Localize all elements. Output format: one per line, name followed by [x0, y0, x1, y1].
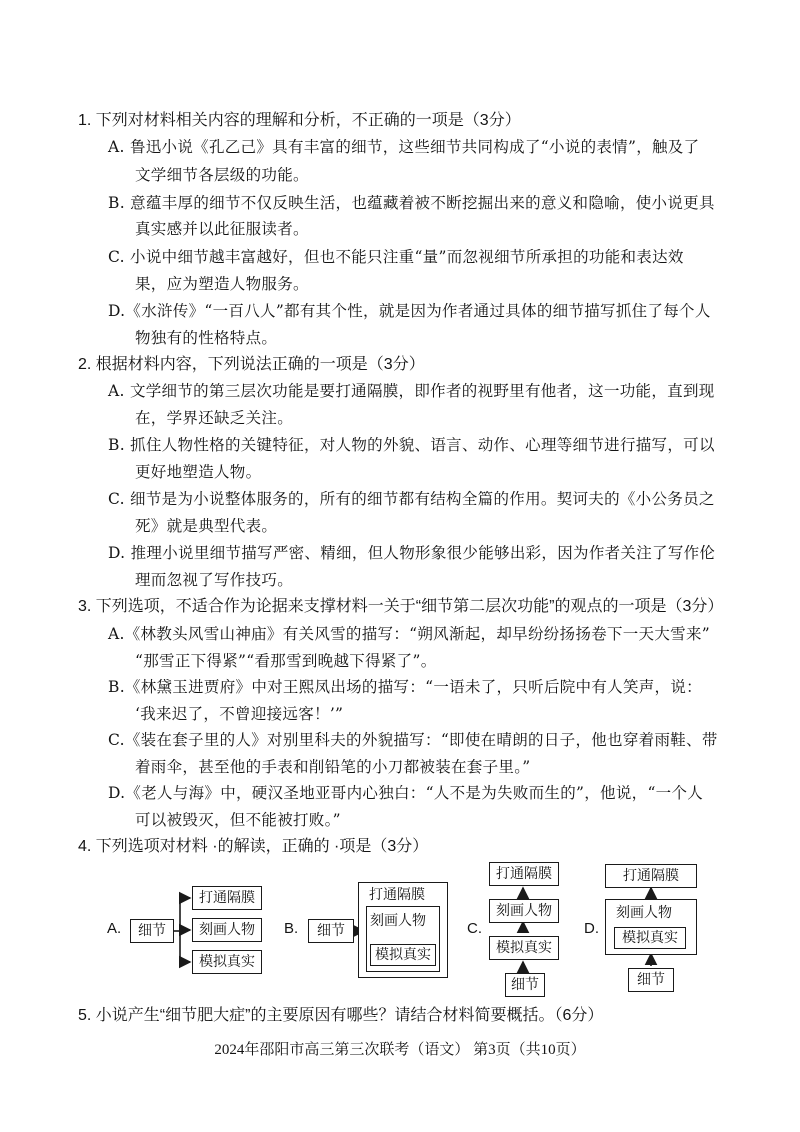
diagram-c-break-node: 打通隔膜	[489, 862, 559, 886]
q3-option-b-line2: ‘我来迟了，不曾迎接远客！’”	[135, 705, 344, 723]
diagram-a-portray-node: 刻画人物	[192, 918, 262, 942]
q2-stem: 2. 根据材料内容，下列说法正确的一项是（3分）	[78, 356, 425, 373]
q1-stem: 1. 下列对材料相关内容的理解和分析，不正确的一项是（3分）	[78, 112, 521, 129]
q1-option-c-line1: C. 小说中细节越丰富越好，但也不能只注重“量”而忽视细节所承担的功能和表达效	[108, 248, 684, 266]
q3-option-d-line2: 可以被毁灭，但不能被打败。”	[135, 811, 341, 829]
q2-option-a-line2: 在，学界还缺乏关注。	[135, 409, 294, 427]
q5-stem: 5. 小说产生“细节肥大症”的主要原因有哪些？请结合材料简要概括。（6分）	[78, 1007, 604, 1024]
q1-option-b-line1: B. 意蕴丰厚的细节不仅反映生活，也蕴藏着被不断挖掘出来的意义和隐喻，使小说更具	[108, 194, 715, 212]
diagram-d-simulate-node: 模拟真实	[614, 927, 686, 949]
q3-option-c-line2: 着雨伞，甚至他的手表和削铅笔的小刀都被装在套子里。”	[135, 758, 531, 776]
diagram-d-detail-node: 细节	[628, 968, 674, 992]
diagram-c-portray-node: 刻画人物	[489, 899, 559, 923]
q3-option-c-line1: C.《装在套子里的人》对别里科夫的外貌描写：“即使在晴朗的日子，他也穿着雨鞋、带	[108, 731, 718, 749]
q2-option-d-line1: D. 推理小说里细节描写严密、精细，但人物形象很少能够出彩，因为作者关注了写作伦	[108, 544, 716, 562]
q3-stem: 3. 下列选项，不适合作为论据来支撑材料一关于“细节第二层次功能”的观点的一项是（3分）	[78, 598, 724, 615]
diagram-a-break-node: 打通隔膜	[192, 886, 262, 910]
diagram-d-portray-label: 刻画人物	[616, 905, 672, 921]
diagram-b-simulate-node: 模拟真实	[370, 944, 436, 966]
q1-option-c-line2: 果，应为塑造人物服务。	[135, 275, 309, 293]
q2-option-b-line1: B. 抓住人物性格的关键特征，对人物的外貌、语言、动作、心理等细节进行描写，可以	[108, 436, 715, 454]
diagram-b-detail-node: 细节	[308, 919, 354, 943]
q4-stem: 4. 下列选项对材料 ·的解读，正确的 ·项是（3分）	[78, 838, 429, 855]
q3-option-a-line2: “那雪正下得紧”“看那雪到晚越下得紧了”。	[135, 652, 437, 670]
diagram-c-detail-node: 细节	[505, 973, 545, 997]
q2-option-c-line1: C. 细节是为小说整体服务的，所有的细节都有结构全篇的作用。契诃夫的《小公务员之	[108, 490, 715, 508]
q4-option-a-label: A.	[107, 920, 122, 937]
diagram-b-portray-label: 刻画人物	[370, 913, 426, 929]
diagram-c-simulate-node: 模拟真实	[489, 936, 559, 960]
q4-option-d-label: D.	[584, 920, 599, 937]
q1-option-b-line2: 真实感并以此征服读者。	[135, 220, 309, 238]
diagram-a-simulate-node: 模拟真实	[192, 950, 262, 974]
q3-option-a-line1: A.《林教头风雪山神庙》有关风雪的描写：“朔风渐起，却早纷纷扬扬卷下一天大雪来”	[108, 625, 710, 643]
diagram-d-break-node: 打通隔膜	[605, 864, 697, 888]
q4-option-b-label: B.	[284, 920, 299, 937]
q4-option-c-label: C.	[467, 920, 482, 937]
q2-option-d-line2: 理而忽视了写作技巧。	[135, 571, 294, 589]
q2-option-c-line2: 死》就是典型代表。	[135, 517, 278, 535]
q1-option-a-line2: 文学细节各层级的功能。	[135, 166, 309, 184]
q2-option-b-line2: 更好地塑造人物。	[135, 463, 262, 481]
q3-option-d-line1: D.《老人与海》中，硬汉圣地亚哥内心独白：“人不是为失败而生的”，他说，“一个人	[108, 784, 704, 802]
q1-option-a-line1: A. 鲁迅小说《孔乙己》具有丰富的细节，这些细节共同构成了“小说的表情”，触及了	[108, 138, 700, 156]
q3-option-b-line1: B.《林黛玉进贾府》中对王熙凤出场的描写：“一语未了，只听后院中有人笑声，说：	[108, 678, 702, 696]
page-footer: 2024年邵阳市高三第三次联考（语文） 第3页（共10页）	[214, 1042, 586, 1058]
diagram-a-detail-node: 细节	[130, 919, 174, 943]
q2-option-a-line1: A. 文学细节的第三层次功能是要打通隔膜，即作者的视野里有他者，这一功能，直到现	[108, 382, 715, 400]
q1-option-d-line2: 物独有的性格特点。	[135, 329, 278, 347]
diagram-b-break-label: 打通隔膜	[369, 887, 425, 903]
q1-option-d-line1: D.《水浒传》“一百八人”都有其个性，就是因为作者通过具体的细节描写抓住了每个人	[108, 302, 711, 320]
